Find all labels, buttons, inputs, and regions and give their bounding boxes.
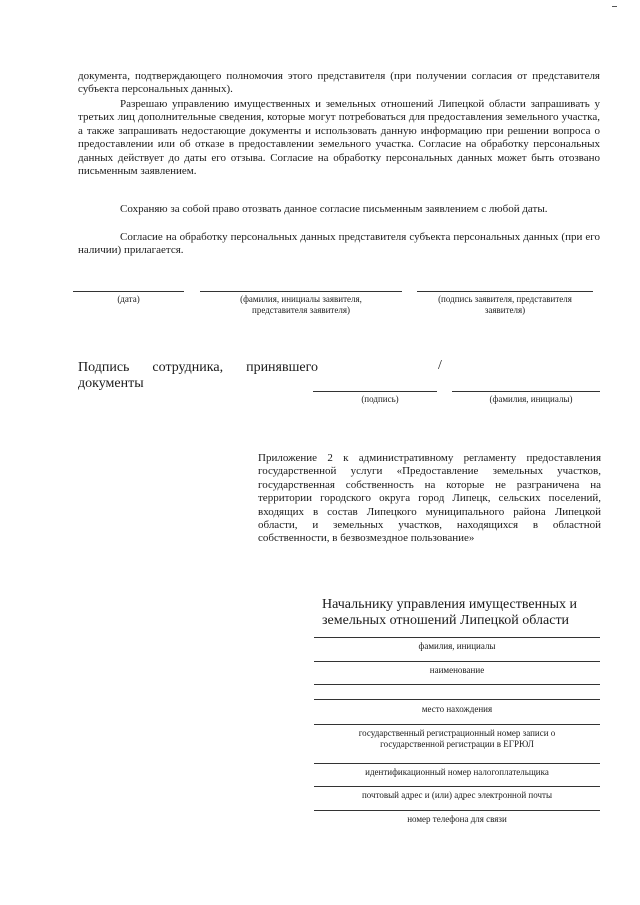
field-line-location-b	[314, 699, 600, 700]
field-caption-location: место нахождения	[421, 704, 493, 714]
corner-mark	[612, 6, 617, 7]
signature-line	[417, 291, 593, 292]
field-line-phone	[314, 810, 600, 811]
signature-caption: (подпись заявителя, представителя заявителя)	[438, 294, 572, 315]
field-caption-name: фамилия, инициалы	[418, 641, 496, 651]
date-caption: (дата)	[117, 294, 140, 304]
field-line-title	[314, 661, 600, 662]
employee-signature-label: Подпись сотрудника, принявшего документы	[78, 360, 318, 391]
field-line-location-a	[314, 684, 600, 685]
field-caption-ogrn: государственный регистрационный номер записи о государственной регистрации в ЕГРЮЛ	[358, 728, 556, 749]
name-line	[200, 291, 402, 292]
employee-sign-line	[313, 391, 437, 392]
field-line-inn	[314, 763, 600, 764]
addressee-heading: Начальнику управления имущественных и земельных отношений Липецкой области	[322, 597, 578, 628]
field-caption-inn: идентификационный номер налогоплательщика	[365, 767, 549, 777]
name-caption: (фамилия, инициалы заявителя, представителя заявителя)	[240, 294, 362, 315]
employee-name-caption: (фамилия, инициалы)	[489, 394, 573, 404]
appendix-text: Приложение 2 к административному регламенту предоставления государственной услуги «Предоставление земельных участков, государственная собственность на которые не разграничена на территории городского округа город Липецк, сельских поселений, входящих в состав Липецкого муниципального района Липецкой области, и земельных участков, находящихся в областной собственности, в безвозмездное пользование»	[258, 452, 601, 545]
field-line-name	[314, 637, 600, 638]
paragraph-permission: Разрешаю управлению имущественных и земельных отношений Липецкой области запрашивать у третьих лиц дополнительные сведения, которые могут потребоваться для предоставления земельного участка, а также запрашивать недостающие документы и использовать данную информацию при решении вопроса о предоставлении или об отказе в предоставлении земельного участка. Согласие на обработку персональных данных действует до даты его отзыва. Согласие на обработку персональных данных может быть отозвано письменным заявлением.	[78, 98, 600, 178]
field-caption-phone: номер телефона для связи	[407, 814, 507, 824]
field-line-address	[314, 786, 600, 787]
paragraph-revoke: Сохраняю за собой право отозвать данное согласие письменным заявлением с любой даты.	[120, 203, 548, 215]
field-caption-title: наименование	[429, 665, 485, 675]
field-line-ogrn	[314, 724, 600, 725]
field-caption-address: почтовый адрес и (или) адрес электронной почты	[361, 790, 553, 800]
paragraph-representative: документа, подтверждающего полномочия этого представителя (при получении согласия от представителя субъекта персональных данных).	[78, 70, 600, 96]
paragraph-attached: Согласие на обработку персональных данных представителя субъекта персональных данных (при его наличии) прилагается.	[78, 231, 600, 257]
date-line	[73, 291, 184, 292]
employee-name-line	[452, 391, 600, 392]
slash-separator: /	[438, 358, 442, 373]
employee-sign-caption: (подпись)	[361, 394, 399, 404]
